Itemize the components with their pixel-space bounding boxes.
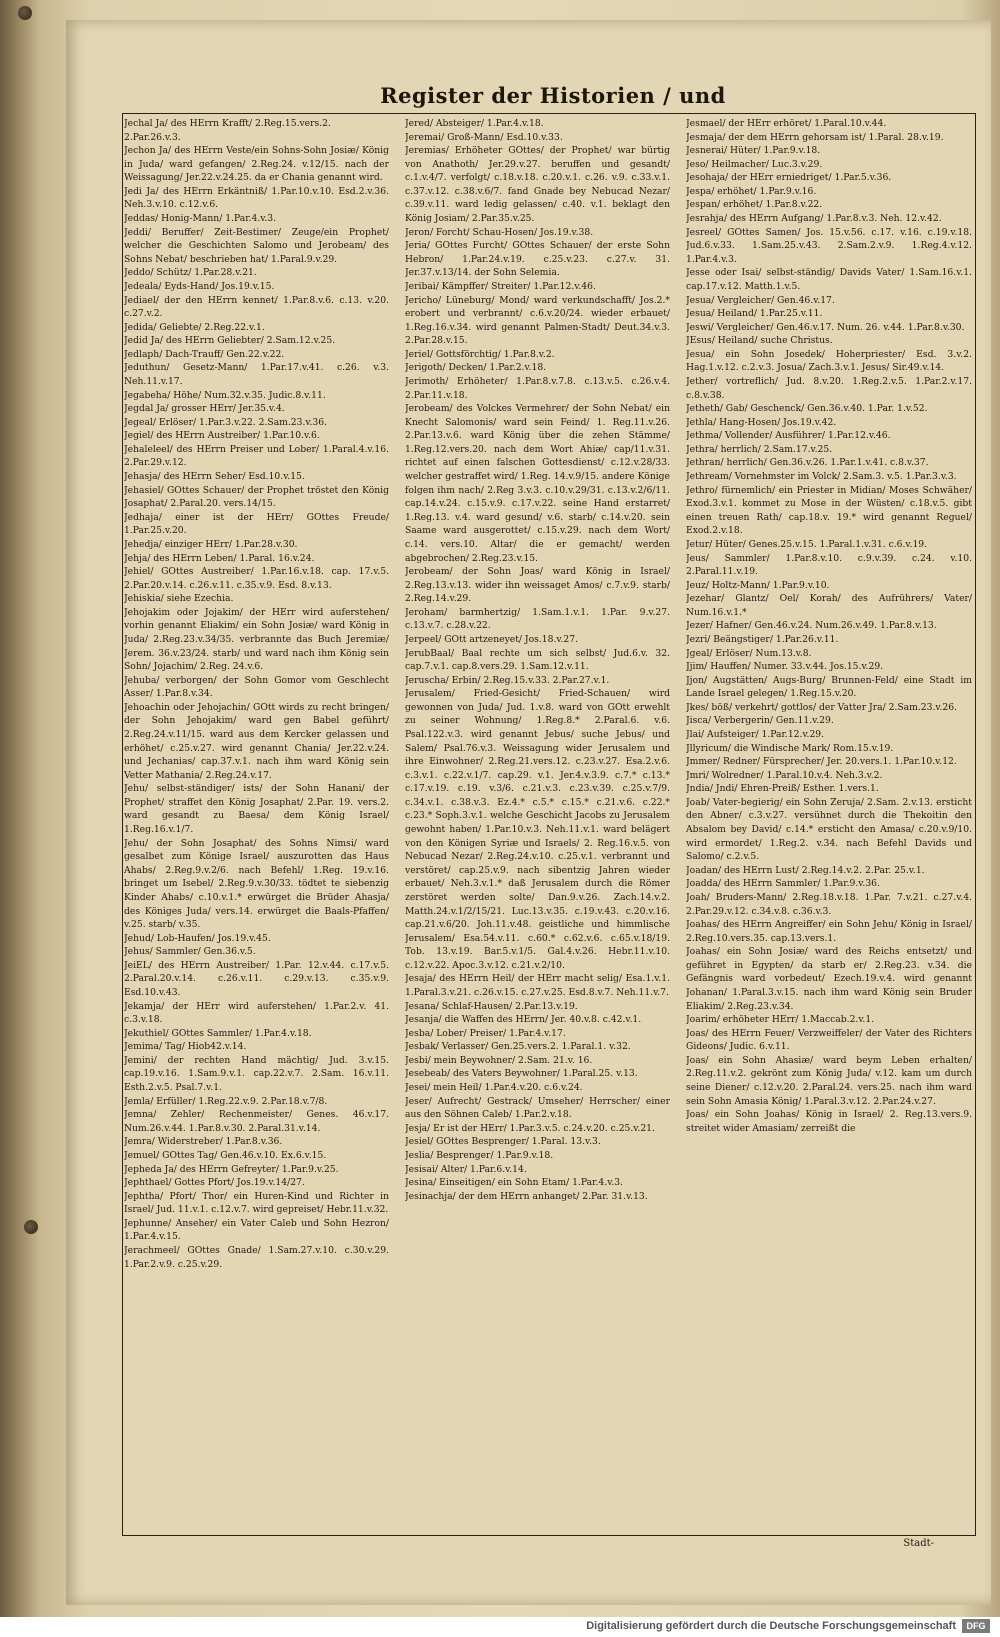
register-entry: Jeddi/ Beruffer/ Zeit-Bestimer/ Zeuge/ein Prophet/ welcher die Geschichten Salomo und Jerobeam/ des Sohns Nebat/ beschrieben hat/ 1.Paral.9.v.29. (124, 226, 389, 265)
register-entry: Jeso/ Heilmacher/ Luc.3.v.29. (686, 158, 823, 170)
register-entry: Jehu/ der Sohn Josaphat/ des Sohns Nimsi/ ward gesalbet zum Könige Israel/ auszurotten das Haus Ahabs/ 2.Reg.9.v.2/6. nach Befehl/ 1.Reg. 19.v.16. bringet um Isebel/ 2.Reg.9.v.30/33. tödtet te siebenzig Kinder Ahabs/ c.10.v.1.* erwürget die Brüder Ahasja/ des Königes Juda/ vers.14. erwürget die Baals-Pfaffen/ v.25. starb/ v.35. (124, 837, 389, 931)
register-entry: Jehiel/ GOttes Austreiber/ 1.Par.16.v.18. cap. 17.v.5. 2.Par.20.v.14. c.26.v.11. c.35.v.9. Esd. 8.v.13. (124, 566, 389, 591)
register-entry: Jjon/ Augstätten/ Augs-Burg/ Brunnen-Feld/ eine Stadt im Lande Israel gelegen/ 1.Reg.15.v.20. (686, 674, 972, 700)
register-entry: Jemra/ Widerstreber/ 1.Par.8.v.36. (124, 1136, 283, 1148)
register-entry: Jechon Ja/ des HErrn Veste/ein Sohns-Sohn Josiæ/ König in Juda/ ward gefangen/ 2.Reg.24. v.12/15. nach der Weissagung/ Jer.22.v.24.25. da er Chania genannt wird. (124, 145, 389, 184)
register-entry: Jerobeam/ des Volckes Vermehrer/ der Sohn Nebat/ ein Knecht Salomonis/ ward sein Feind/ 1. Reg.11.v.26. 2.Par.13.v.6. ward König über die zehen Stämme/ 1.Reg.12.vers.20. nach dem Wort Ahiæ/ cap/11.v.31. richtet auf einen falschen Gottesdienst/ c.12.v.28/33. welcher gestraffet wird/ 1.Reg. 14.v.9/15. andere Könige folgen ihm nach/ 2.Reg 3.v.3. c.10.v.29/31. c.13.v.2/6/11. cap.14.v.24. c.15.v.9. c.17.v.22. seine Hand erstarret/ 1.Reg.13. v.4. ward gesund/ v.6. starb/ c.14.v.20. sein Saame ward ausgerottet/ c.15.v.29. nach dem Wort/ c.14. vers.10. Altar/ die er gemacht/ werden abgebrochen/ 2.Reg.23.v.15. (405, 403, 670, 564)
register-entry: Jesinachja/ der dem HErrn anhanget/ 2.Par. 31.v.13. (405, 1190, 648, 1202)
register-entry: Jmri/ Wolredner/ 1.Paral.10.v.4. Neh.3.v.2. (686, 769, 883, 781)
register-entry: 2.Par.26.v.3. (124, 131, 181, 143)
register-entry: Jericho/ Lüneburg/ Mond/ ward verkundschafft/ Jos.2.* erobert und verbrannt/ c.6.v.20/24. wieder erbauet/ 1.Reg.16.v.34. wird genannt Palmen-Stadt/ Deut.34.v.3. 2.Par.28.v.15. (405, 294, 670, 347)
register-entry: Jephunne/ Anseher/ ein Vater Caleb und Sohn Hezron/ 1.Par.4.v.15. (124, 1217, 389, 1243)
register-entry: Jeriel/ Gottsförchtig/ 1.Par.8.v.2. (405, 348, 555, 360)
register-column-1 (124, 117, 389, 1525)
register-entry: Jerigoth/ Decken/ 1.Par.2.v.18. (405, 362, 547, 374)
register-entry: Jesrahja/ des HErrn Aufgang/ 1.Par.8.v.3. Neh. 12.v.42. (686, 213, 942, 225)
footer-bar (0, 1617, 1000, 1637)
register-entry: Jeribai/ Kämpffer/ Streiter/ 1.Par.12.v.46. (405, 280, 596, 292)
register-entry: Jesse oder Isai/ selbst-ständig/ Davids Vater/ 1.Sam.16.v.1. cap.17.v.12. Matth.1.v.5. (686, 267, 972, 292)
register-entry: Jeremias/ Erhöheter GOttes/ der Prophet/ war bürtig von Anathoth/ Jer.29.v.27. beruffen und gesandt/ c.1.v.4/7. verfolgt/ c.18.v.18. c.20.v.1. c.26. v.9. c.33.v.1. c.37.v.12. c.38.v.6/7. fand Gnade bey Nebucad Nezar/ c.39.v.11. ward ledig gelassen/ c.40. v.1. beklagt den König Josiam/ 2.Par.35.v.25. (405, 145, 670, 225)
register-entry: Jgeal/ Erlöser/ Num.13.v.8. (686, 647, 812, 659)
register-entry: Joas/ ein Sohn Ahasiæ/ ward beym Leben erhalten/ 2.Reg.11.v.2. gekrönt zum König Juda/ v.12. kam um durch seine Diener/ c.12.v.20. 2.Paral.24. vers.25. nach ihm ward sein Sohn Amasia König/ 1.Paral.3.v.12. 2.Par.24.v.27. (686, 1054, 972, 1107)
register-entry: Joahas/ des HErrn Angreiffer/ ein Sohn Jehu/ König in Israel/ 2.Reg.10.vers.35. cap.13.vers.1. (686, 919, 972, 944)
register-entry: Jedeala/ Eyds-Hand/ Jos.19.v.15. (124, 280, 275, 292)
register-entry: Jediael/ der den HErrn kennet/ 1.Par.8.v.6. c.13. v.20. c.27.v.2. (124, 294, 389, 320)
register-entry: Jehiskia/ siehe Ezechia. (124, 593, 234, 605)
register-entry: Jehud/ Lob-Haufen/ Jos.19.v.45. (124, 932, 271, 944)
register-entry: Jeswi/ Vergleicher/ Gen.46.v.17. Num. 26. v.44. 1.Par.8.v.30. (686, 321, 965, 333)
register-entry: Joas/ ein Sohn Joahas/ König in Israel/ 2. Reg.13.vers.9. streitet wider Amasiam/ zerreißt die (686, 1109, 972, 1134)
register-entry: Jedida/ Geliebte/ 2.Reg.22.v.1. (124, 321, 265, 333)
register-entry: Jethream/ Vornehmster im Volck/ 2.Sam.3. v.5. 1.Par.3.v.3. (686, 471, 957, 483)
register-entry: Jeslia/ Besprenger/ 1.Par.9.v.18. (405, 1149, 554, 1161)
register-entry: Jerimoth/ Erhöheter/ 1.Par.8.v.7.8. c.13.v.5. c.26.v.4. 2.Par.11.v.18. (405, 375, 670, 401)
register-entry: Jesbi/ mein Beywohner/ 2.Sam. 21.v. 16. (405, 1054, 593, 1066)
register-entry: Jesisai/ Alter/ 1.Par.6.v.14. (405, 1163, 527, 1175)
register-entry: Jepheda Ja/ des HErrn Gefreyter/ 1.Par.9.v.25. (124, 1163, 339, 1175)
register-entry: Jehaleleel/ des HErrn Preiser und Lober/ 1.Paral.4.v.16. 2.Par.29.v.12. (124, 443, 389, 469)
register-entry: Jesnerai/ Hüter/ 1.Par.9.v.18. (686, 145, 821, 157)
register-entry: Jemima/ Tag/ Hiob42.v.14. (124, 1041, 247, 1053)
register-entry: Jemla/ Erfüller/ 1.Reg.22.v.9. 2.Par.18.v.7/8. (124, 1095, 328, 1107)
register-entry: Jehus/ Sammler/ Gen.36.v.5. (124, 946, 256, 958)
register-entry: JeiEL/ des HErrn Austreiber/ 1.Par. 12.v.44. c.17.v.5. 2.Paral.20.v.14. c.26.v.11. c.29.v.13. c.35.v.9. Esd.10.v.43. (124, 959, 389, 998)
register-entry: Joab/ Vater-begierig/ ein Sohn Zeruja/ 2.Sam. 2.v.13. ersticht den Abner/ c.3.v.27. versühnet durch die Thekoitin den Absalom bey David/ c.14.* ersticht den Amasa/ c.20.v.9/10. wird ermordet/ 1.Reg.2. v.34. nach Befehl Davids und Salomo/ c.2.v.5. (686, 796, 972, 863)
register-entry: Joarim/ erhöheter HErr/ 1.Maccab.2.v.1. (686, 1014, 875, 1026)
register-entry: Jemini/ der rechten Hand mächtig/ Jud. 3.v.15. cap.19.v.16. 1.Sam.9.v.1. cap.22.v.7. 2.Sam. 16.v.11. Esth.2.v.5. Psal.7.v.1. (124, 1054, 389, 1094)
register-entry: Jesiel/ GOttes Besprenger/ 1.Paral. 13.v.3. (405, 1136, 601, 1148)
register-entry: Jedlaph/ Dach-Trauff/ Gen.22.v.22. (124, 348, 285, 360)
register-entry: Jethla/ Hang-Hosen/ Jos.19.v.42. (686, 416, 837, 428)
register-entry: Joahas/ ein Sohn Josiæ/ ward des Reichs entsetzt/ und geführet in Egypten/ da starb er/ 2.Reg.23. v.34. die Gefängnis ward vorbedeut/ Ezech.19.v.4. wird genannt Johanan/ 1.Paral.3.v.15. nach ihm ward König sein Bruder Eliakim/ 2.Reg.23.v.34. (686, 946, 972, 1012)
register-entry: Jemna/ Zehler/ Rechenmeister/ Genes. 46.v.17. Num.26.v.44. 1.Par.8.v.30. 2.Paral.31.v.14. (124, 1109, 389, 1134)
register-entry: Jephtha/ Pfort/ Thor/ ein Huren-Kind und Richter in Israel/ Jud. 11.v.1. c.12.v.7. wird gepreiset/ Hebr.11.v.32. (124, 1190, 389, 1216)
register-entry: Jehuba/ verborgen/ der Sohn Gomor vom Geschlecht Asser/ 1.Par.8.v.34. (124, 674, 389, 700)
register-entry: Jekamja/ der HErr wird auferstehen/ 1.Par.2.v. 41. c.3.v.18. (124, 1000, 389, 1026)
register-entry: Jezer/ Hafner/ Gen.46.v.24. Num.26.v.49. 1.Par.8.v.13. (686, 620, 937, 632)
register-entry: Jeddas/ Honig-Mann/ 1.Par.4.v.3. (124, 213, 277, 225)
register-entry: Jesua/ Heiland/ 1.Par.25.v.11. (686, 308, 823, 320)
register-entry: Jehja/ des HErrn Leben/ 1.Paral. 16.v.24. (124, 552, 315, 564)
register-entry: JerubBaal/ Baal rechte um sich selbst/ Jud.6.v. 32. cap.7.v.1. cap.8.vers.29. 1.Sam.12.v.11. (405, 647, 670, 673)
register-entry: Jethro/ fürnemlich/ ein Priester in Midian/ Moses Schwäher/ Exod.3.v.1. kommet zu Mose in der Wüsten/ c.18.v.5. gibt einen treuen Rath/ cap.18.v. 19.* wird genannt Reguel/ Exod.2.v.18. (686, 484, 972, 537)
register-entry: Jehasja/ des HErrn Seher/ Esd.10.v.15. (124, 471, 305, 483)
register-entry: Jesei/ mein Heil/ 1.Par.4.v.20. c.6.v.24. (405, 1082, 583, 1094)
register-entry: Jesbak/ Verlasser/ Gen.25.vers.2. 1.Paral.1. v.32. (405, 1041, 631, 1053)
register-entry: Jeser/ Aufrecht/ Gestrack/ Umseher/ Herrscher/ einer aus den Söhnen Caleb/ 1.Par.2.v.18. (405, 1095, 670, 1121)
register-entry: Jehedja/ einziger HErr/ 1.Par.28.v.30. (124, 538, 298, 550)
register-entry: Jeddo/ Schütz/ 1.Par.28.v.21. (124, 267, 257, 279)
register-entry: Jesohaja/ der HErr erniedriget/ 1.Par.5.v.36. (686, 172, 892, 184)
register-entry: Jeroham/ barmhertzig/ 1.Sam.1.v.1. 1.Par. 9.v.27. c.13.v.7. c.28.v.22. (405, 606, 670, 632)
footer-credit: Digitalisierung gefördert durch die Deutsche Forschungsgemeinschaft (586, 1620, 956, 1632)
dfg-logo: DFG (962, 1619, 990, 1633)
register-entry: Jeremai/ Groß-Mann/ Esd.10.v.33. (405, 131, 563, 143)
register-entry: Jerusalem/ Fried-Gesicht/ Fried-Schauen/ wird gewonnen von Juda/ Jud. 1.v.8. ward von GOtt erwehlt zu seiner Wohnung/ 1.Reg.8.* 2.Paral.6. v.6. Psal.122.v.3. wird genannt Jebus/ suche Jebus/ und Salem/ Psal.76.v.3. Weissagung wider Jerusalem und ihre Einwohner/ 2.Reg.21.vers.12. c.23.v.27. Esa.2.v.6. c.3.v.1. c.22.v.1/7. cap.29. v.1. Jer.4.v.3.9. c.7.* c.13.* c.17.v.19. c.19. v.3/6. c.21.v.3. c.23.v.39. c.25.v.7/9. c.34.v.1. c.38.v.3. Ez.4.* c.5.* c.15.* c.21.v.6. c.22.* c.23.* Soph.3.v.1. welche Geschicht Jacobs zu Jerusalem gewohnt haben/ 1.Par.10.v.3. Neh.11.v.1. ward belägert von den Königen Syriæ und Israels/ 2. Reg.16.v.5. von Nebucad Nezar/ 2.Reg.24.v.10. c.25.v.1. verbrannt und verstöret/ cap.25.v.9. nach sibentzig Jahren wieder erbauet/ Neh.3.v.1.* daß Jerusalem durch die Römer zerstöret werden solte/ Dan.9.v.26. Zach.14.v.2. Matth.24.v.1/2/15/21. Luc.13.v.35. c.19.v.43. c.20.v.16. cap.21.v.6/20. Joh.11.v.48. geistliche und himmlische Jerusalem/ Esa.54.v.11. c.60.* c.62.v.6. c.65.v.18/19. Tob. 13.v.19. Bar.5.v.1/5. Gal.4.v.26. Hebr.11.v.10. c.12.v.22. Apoc.3.v.12. c.21.v.2/10. (405, 688, 670, 971)
register-entry: Jegdal Ja/ grosser HErr/ Jer.35.v.4. (124, 403, 285, 415)
register-entry: Jethra/ herrlich/ 2.Sam.17.v.25. (686, 443, 833, 455)
register-entry: Jether/ vortreflich/ Jud. 8.v.20. 1.Reg.2.v.5. 1.Par.2.v.17. c.8.v.38. (686, 375, 972, 401)
register-entry: Jesua/ Vergleicher/ Gen.46.v.17. (686, 294, 835, 306)
register-entry: Jerobeam/ der Sohn Joas/ ward König in Israel/ 2.Reg.13.v.13. wider ihn weissaget Amos/ c.7.v.9. starb/ 2.Reg.14.v.29. (405, 566, 670, 605)
register-entry: Jerachmeel/ GOttes Gnade/ 1.Sam.27.v.10. c.30.v.29. 1.Par.2.v.9. c.25.v.29. (124, 1244, 389, 1270)
register-entry: Jeria/ GOttes Furcht/ GOttes Schauer/ der erste Sohn Hebron/ 1.Par.24.v.19. c.25.v.23. c.27.v. 31. Jer.37.v.13/14. der Sohn Selemia. (405, 240, 670, 279)
register-entry: Jegeal/ Erlöser/ 1.Par.3.v.22. 2.Sam.23.v.36. (124, 416, 328, 428)
register-column-3 (686, 117, 972, 1525)
register-entry: Jehasiel/ GOttes Schauer/ der Prophet tröstet den König Josaphat/ 2.Paral.20. vers.14/15. (124, 484, 389, 510)
binding-nail-icon (18, 6, 32, 20)
register-entry: Jemuel/ GOttes Tag/ Gen.46.v.10. Ex.6.v.15. (124, 1149, 327, 1161)
register-entry: Jeduthun/ Gesetz-Mann/ 1.Par.17.v.41. c.26. v.3. Neh.11.v.17. (124, 362, 389, 387)
register-entry: Jethma/ Vollender/ Ausführer/ 1.Par.12.v.46. (686, 430, 891, 442)
register-entry: Jezri/ Beängstiger/ 1.Par.26.v.11. (686, 633, 839, 645)
register-entry: Jezehar/ Glantz/ Oel/ Korah/ des Aufrührers/ Vater/ Num.16.v.1.* (686, 593, 972, 618)
register-entry: Jlai/ Aufsteiger/ 1.Par.12.v.29. (686, 729, 825, 741)
register-entry: JEsus/ Heiland/ suche Christus. (686, 335, 833, 347)
register-entry: Jisca/ Verbergerin/ Gen.11.v.29. (686, 715, 834, 727)
register-entry: Jesmael/ der HErr erhöret/ 1.Paral.10.v.44. (686, 118, 887, 129)
register-entry: Jesebeab/ des Vaters Beywohner/ 1.Paral.25. v.13. (405, 1068, 638, 1080)
register-entry: Jesmaja/ der dem HErrn gehorsam ist/ 1.Paral. 28.v.19. (686, 131, 944, 143)
register-entry: Jeruscha/ Erbin/ 2.Reg.15.v.33. 2.Par.27.v.1. (405, 674, 610, 686)
register-entry: Jllyricum/ die Windische Mark/ Rom.15.v.19. (686, 742, 894, 754)
register-entry: Jesua/ ein Sohn Josedek/ Hoherpriester/ Esd. 3.v.2. Hag.1.v.12. c.2.v.3. Josua/ Zach.3.v.1. Jesus/ Sir.49.v.14. (686, 348, 972, 374)
register-entry: Jetheth/ Gab/ Geschenck/ Gen.36.v.40. 1.Par. 1.v.52. (686, 403, 928, 415)
register-entry: Jjim/ Hauffen/ Numer. 33.v.44. Jos.15.v.29. (686, 661, 884, 673)
register-entry: Jehoachin oder Jehojachin/ GOtt wirds zu recht bringen/ der Sohn Jehojakim/ ward gen Babel geführt/ 2.Reg.24.v.11/15. ward aus dem Kercker gelassen und erhöhet/ c.25.v.27. wird genannt Chania/ Jer.22.v.24. und Jechanias/ cap.37.v.1. nach ihm ward König sein Vetter Mathania/ 2.Reg.24.v.17. (124, 701, 389, 781)
register-entry: Jered/ Absteiger/ 1.Par.4.v.18. (405, 118, 544, 129)
register-entry: Jeron/ Forcht/ Schau-Hosen/ Jos.19.v.38. (405, 226, 594, 238)
register-entry: Jesreel/ GOttes Samen/ Jos. 15.v.56. c.17. v.16. c.19.v.18. Jud.6.v.33. 1.Sam.25.v.43. 2.Sam.2.v.9. 1.Reg.4.v.12. 1.Par.4.v.3. (686, 226, 972, 265)
register-entry: Joah/ Bruders-Mann/ 2.Reg.18.v.18. 1.Par. 7.v.21. c.27.v.4. 2.Par.29.v.12. c.34.v.8. c.36.v.3. (686, 891, 972, 917)
register-entry: Jeus/ Sammler/ 1.Par.8.v.10. c.9.v.39. c.24. v.10. 2.Paral.11.v.19. (686, 552, 972, 578)
register-entry: Jechal Ja/ des HErrn Krafft/ 2.Reg.15.vers.2. (124, 118, 331, 129)
register-entry: Jesja/ Er ist der HErr/ 1.Par.3.v.5. c.24.v.20. c.25.v.21. (405, 1122, 655, 1134)
register-entry: Jmmer/ Redner/ Fürsprecher/ Jer. 20.vers.1. 1.Par.10.v.12. (686, 756, 957, 768)
register-entry: Jegiel/ des HErrn Austreiber/ 1.Par.10.v.6. (124, 430, 320, 442)
register-entry: Jekuthiel/ GOttes Sammler/ 1.Par.4.v.18. (124, 1027, 312, 1039)
register-entry: Jesanja/ die Waffen des HErrn/ Jer. 40.v.8. c.42.v.1. (405, 1014, 642, 1026)
register-entry: Jehojakim oder Jojakim/ der HErr wird auferstehen/ vorhin genannt Eliakim/ ein Sohn Josiæ/ ward König in Juda/ 2.Reg.23.v.34/35. verbrannte das Buch Jeremiæ/ Jerem. 36.v.23/24. starb/ und ward nach ihm König sein Sohn/ Jojachim/ 2.Reg. 24.v.6. (124, 606, 389, 673)
register-entry: Jndia/ Jndi/ Ehren-Preiß/ Esther. 1.vers.1. (686, 783, 879, 795)
register-entry: Jetur/ Hüter/ Genes.25.v.15. 1.Paral.1.v.31. c.6.v.19. (686, 538, 928, 550)
register-entry: Jeuz/ Holtz-Mann/ 1.Par.9.v.10. (686, 579, 830, 591)
register-entry: Jesba/ Lober/ Preiser/ 1.Par.4.v.17. (405, 1027, 566, 1039)
binding-nail-icon (24, 1220, 38, 1234)
register-entry: Joadda/ des HErrn Sammler/ 1.Par.9.v.36. (686, 878, 880, 890)
register-column-2 (405, 117, 670, 1525)
register-entry: Joadan/ des HErrn Lust/ 2.Reg.14.v.2. 2.Par. 25.v.1. (686, 864, 925, 876)
register-entry: Jesaja/ des HErrn Heil/ der HErr macht selig/ Esa.1.v.1. 1.Paral.3.v.21. c.26.v.15. c.27.v.25. Esd.8.v.7. Neh.11.v.7. (405, 973, 670, 998)
register-entry: Jehu/ selbst-ständiger/ ists/ der Sohn Hanani/ der Prophet/ straffet den König Josaphat/ 2.Par. 19. vers.2. ward gesandt zu Baesa/ dem König Israel/ 1.Reg.16.v.1/7. (124, 783, 389, 836)
register-entry: Jesana/ Schlaf-Hausen/ 2.Par.13.v.19. (405, 1000, 578, 1012)
catchword: Stadt- (903, 1538, 934, 1549)
register-entry: Jegabeha/ Höhe/ Num.32.v.35. Judic.8.v.11. (124, 389, 326, 401)
register-entry: Jerpeel/ GOtt artzeneyet/ Jos.18.v.27. (405, 633, 579, 645)
register-entry: Jethran/ herrlich/ Gen.36.v.26. 1.Par.1.v.41. c.8.v.37. (686, 457, 929, 469)
register-entry: Joas/ des HErrn Feuer/ Verzweiffeler/ der Vater des Richters Gideons/ Judic. 6.v.11. (686, 1027, 972, 1053)
register-entry: Jephthael/ Gottes Pfort/ Jos.19.v.14/27. (124, 1177, 305, 1189)
register-entry: Jespan/ erhöhet/ 1.Par.8.v.22. (686, 199, 823, 211)
register-entry: Jedhaja/ einer ist der HErr/ GOttes Freude/ 1.Par.25.v.20. (124, 511, 389, 537)
register-entry: Jedid Ja/ des HErrn Geliebter/ 2.Sam.12.v.25. (124, 335, 336, 347)
register-entry: Jedi Ja/ des HErrn Erkäntniß/ 1.Par.10.v.10. Esd.2.v.36. Neh.3.v.10. c.12.v.6. (124, 185, 389, 211)
page-title: Register der Historien / und (380, 83, 726, 108)
register-entry: Jesina/ Einseitigen/ ein Sohn Etam/ 1.Par.4.v.3. (405, 1177, 623, 1189)
register-entry: Jespa/ erhöhet/ 1.Par.9.v.16. (686, 185, 817, 197)
register-entry: Jkes/ böß/ verkehrt/ gottlos/ der Vatter Jra/ 2.Sam.23.v.26. (686, 701, 958, 713)
